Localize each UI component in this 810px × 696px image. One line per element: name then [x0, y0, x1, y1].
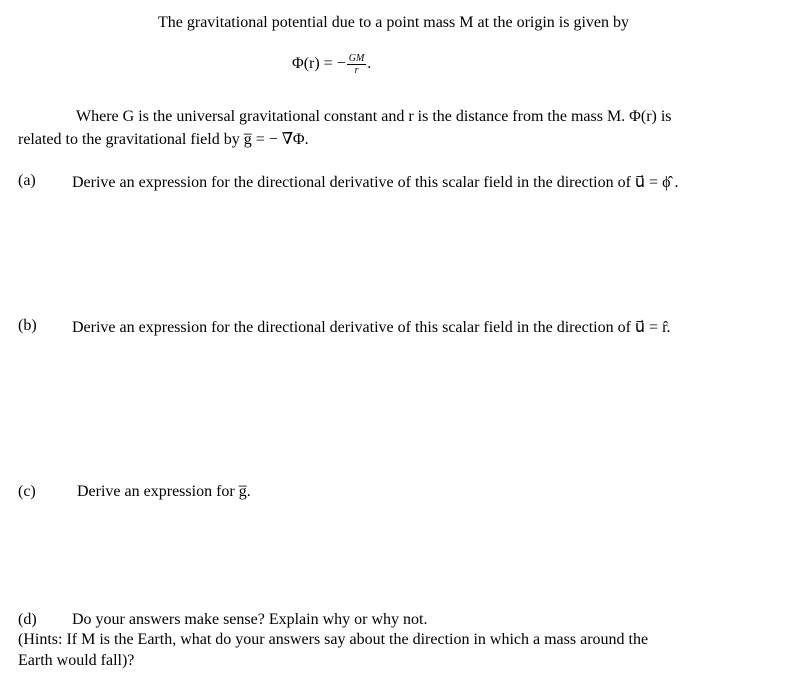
question-c-text: Derive an expression for g̅. — [77, 483, 251, 500]
formula-fraction — [347, 53, 367, 76]
question-a-label: (a) — [18, 172, 36, 189]
hint-line-2: Earth would fall)? — [18, 652, 135, 669]
hint-line-1: (Hints: If M is the Earth, what do your answers say about the direction in which a mass around the — [18, 631, 649, 648]
formula-numerator: GM — [348, 53, 365, 64]
question-b-text: Derive an expression for the directional derivative of this scalar field in the direction of u⃗ = r̂. — [72, 319, 671, 336]
formula-denominator: r — [354, 65, 359, 76]
paragraph-line-1: Where G is the universal gravitational constant and r is the distance from the mass M. Φ(r) is — [76, 108, 672, 125]
question-d-text: Do your answers make sense? Explain why or why not. — [72, 611, 428, 628]
formula-tail: . — [367, 55, 372, 73]
formula-lhs: Φ(r) = − — [292, 55, 346, 73]
paragraph-line-2: related to the gravitational field by g̅ = − ∇̅Φ. — [18, 131, 309, 148]
potential-formula — [292, 53, 371, 76]
question-b-label: (b) — [18, 317, 37, 334]
question-d-label: (d) — [18, 611, 37, 628]
intro-text: The gravitational potential due to a point mass M at the origin is given by — [158, 14, 630, 31]
question-a-text: Derive an expression for the directional derivative of this scalar field in the direction of u⃗ = ϕ̂ . — [72, 174, 679, 191]
question-c-label: (c) — [18, 483, 36, 500]
